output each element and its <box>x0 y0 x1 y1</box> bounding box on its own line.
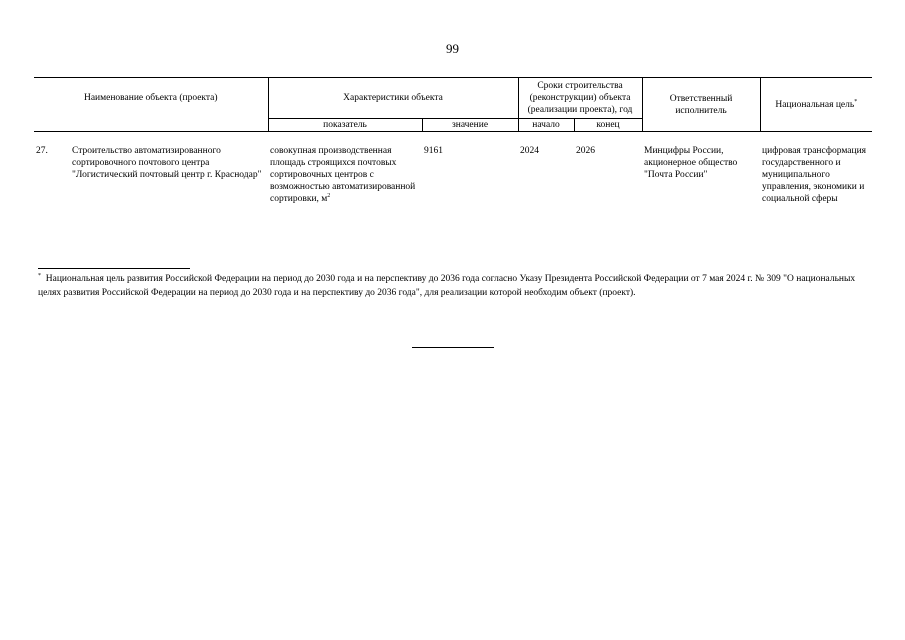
header-indicator: показатель <box>268 119 422 132</box>
row-name: Строительство автоматизированного сортировочного почтового центра "Логистический почтовый центр г. Краснодар" <box>72 146 262 180</box>
row-responsible: Минцифры России, акционерное общество "Почта России" <box>644 146 738 180</box>
row-start: 2024 <box>520 146 540 156</box>
header-end: конец <box>574 119 642 132</box>
table-row <box>34 132 872 206</box>
row-number: 27. <box>36 146 48 156</box>
header-terms: Сроки строительства (реконструкции) объекта (реализации проекта), год <box>518 78 642 119</box>
row-goal: цифровая трансформация государственного и муниципального управления, экономики и социальной сферы <box>762 146 867 204</box>
row-end: 2026 <box>576 146 596 156</box>
footnote-marker: * <box>38 272 41 279</box>
header-start: начало <box>518 119 574 132</box>
header-value: значение <box>422 119 518 132</box>
header-goal-label: Национальная цель <box>775 99 855 110</box>
footnote-text: Национальная цель развития Российской Федерации на период до 2030 года и на перспективу до 2036 года согласно Указу Президента Российской Федерации от 7 мая 2024 г. № 309 "О национальных целях развития Российской Федерации на период до 2030 года и на перспективу до 2036 года", для реализации которой необходим объект (проект). <box>38 274 856 298</box>
header-responsible: Ответственный исполнитель <box>642 78 760 132</box>
row-indicator-unit-sup: 2 <box>327 192 331 199</box>
header-name-spacer <box>34 119 268 132</box>
end-divider <box>412 347 494 348</box>
page-number: 99 <box>446 41 459 56</box>
objects-table <box>34 77 872 205</box>
row-value: 9161 <box>424 146 444 156</box>
row-indicator <box>268 132 422 206</box>
header-goal-footnote-marker: * <box>854 98 858 105</box>
header-characteristics: Характеристики объекта <box>268 78 518 119</box>
header-goal <box>760 78 872 132</box>
row-indicator-text: совокупная производственная площадь строящихся почтовых сортировочных центров с возможностью автоматизированной сортировки, м <box>270 146 416 204</box>
footnote <box>38 272 868 300</box>
footnote-divider <box>38 268 190 269</box>
header-name: Наименование объекта (проекта) <box>34 78 268 119</box>
